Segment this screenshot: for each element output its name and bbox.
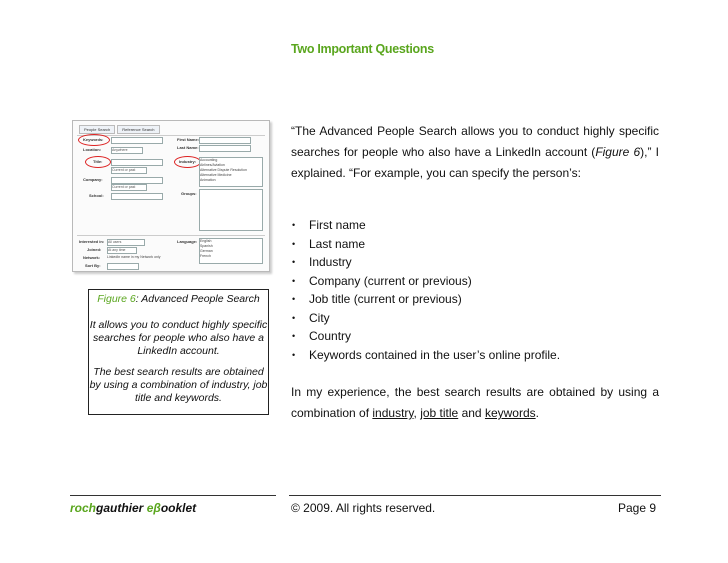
brand-beta: β	[153, 501, 161, 515]
figure-caption	[88, 289, 269, 415]
brand-e: e	[146, 501, 154, 515]
company-field	[111, 177, 163, 184]
figure-label: Figure 6	[97, 293, 136, 305]
footer-rule-right	[289, 495, 661, 496]
conclusion-text: In my experience, the best search results are obtained by using a combination of	[291, 385, 659, 420]
language-option: French	[200, 254, 211, 258]
highlight-oval-keywords	[78, 134, 110, 146]
footer-brand	[70, 501, 196, 515]
list-item: • City	[291, 309, 661, 328]
last-name-field	[199, 145, 251, 152]
conclusion-paragraph	[291, 382, 659, 424]
school-field	[111, 193, 163, 200]
list-item: • Country	[291, 327, 661, 346]
page-number: Page 9	[618, 501, 657, 515]
title-option-select: Current or past	[111, 167, 147, 174]
keywords-label: Keywords:	[83, 137, 104, 142]
location-label: Location:	[83, 147, 101, 152]
search-tabs	[79, 125, 162, 133]
caption-paragraph: The best search results are obtained by using a combination of industry, job title and keywords.	[89, 366, 268, 404]
list-item: • Job title (current or previous)	[291, 290, 661, 309]
industry-option: Alternative Dispute Resolution	[200, 168, 247, 172]
separator: ,	[413, 406, 421, 420]
keywords-link-text: keywords	[484, 406, 536, 420]
location-select: Anywhere	[111, 147, 143, 154]
groups-list	[199, 189, 263, 231]
industry-option: Accounting	[200, 158, 218, 162]
industry-link-text: industry	[372, 406, 414, 420]
list-item: • Last name	[291, 235, 661, 254]
figure-title-text: : Advanced People Search	[135, 293, 260, 305]
list-item: • Keywords contained in the user’s online profile.	[291, 346, 661, 365]
tab-people-search: People Search	[79, 125, 115, 134]
footer-rule-left	[70, 495, 276, 496]
list-item: • First name	[291, 216, 661, 235]
network-label: Network:	[83, 255, 101, 260]
brand-ooklet: ooklet	[160, 501, 197, 515]
language-option: English	[200, 239, 212, 243]
sort-by-select	[107, 263, 139, 270]
copyright-text: © 2009. All rights reserved.	[291, 501, 436, 515]
caption-paragraph: It allows you to conduct highly specific searches for people who also have a LinkedIn account.	[89, 319, 268, 357]
divider	[77, 235, 265, 236]
figure-reference: Figure 6	[595, 145, 641, 159]
first-name-label: First Name:	[177, 137, 200, 142]
company-option-select: Current or past	[111, 184, 147, 191]
separator: and	[458, 406, 485, 420]
joined-select: At any time	[107, 247, 137, 254]
groups-label: Groups:	[181, 191, 197, 196]
industry-option: Animation	[200, 178, 216, 182]
highlight-oval-industry	[174, 156, 201, 168]
brand-roch: roch	[70, 501, 97, 515]
industry-list	[199, 157, 263, 187]
figure-title	[89, 293, 268, 306]
first-name-field	[199, 137, 251, 144]
title-label: Title:	[93, 159, 103, 164]
language-option: Spanish	[200, 244, 213, 248]
joined-label: Joined:	[87, 247, 102, 252]
interested-in-select: All users	[107, 239, 145, 246]
intro-quote: “The Advanced People Search allows you to conduct highly specific searches for people who also have a LinkedIn account (	[291, 124, 659, 159]
language-list	[199, 238, 263, 264]
industry-option: Airlines/Aviation	[200, 163, 225, 167]
intro-paragraph	[291, 121, 659, 184]
company-label: Company:	[83, 177, 103, 182]
school-label: School:	[89, 193, 104, 198]
keywords-field	[111, 137, 163, 144]
criteria-list	[291, 216, 661, 364]
separator: .	[535, 406, 539, 420]
network-option: LinkedIn name in my Network only	[107, 255, 161, 259]
brand-gauthier: gauthier	[96, 501, 147, 515]
sort-by-label: Sort By:	[85, 263, 101, 268]
tab-reference-search: Reference Search	[117, 125, 159, 134]
industry-label: Industry:	[179, 159, 197, 164]
page-heading: Two Important Questions	[291, 42, 434, 56]
advanced-search-screenshot	[72, 120, 270, 272]
last-name-label: Last Name:	[177, 145, 199, 150]
industry-option: Alternative Medicine	[200, 173, 232, 177]
title-field	[111, 159, 163, 166]
language-option: German	[200, 249, 213, 253]
job-title-link-text: job title	[420, 406, 459, 420]
interested-in-label: Interested in:	[79, 239, 105, 244]
intro-rest: ),” I explained. “For example, you can specify the person’s:	[291, 145, 659, 180]
list-item: • Industry	[291, 253, 661, 272]
highlight-oval-title	[85, 156, 111, 168]
list-item: • Company (current or previous)	[291, 272, 661, 291]
language-label: Language:	[177, 239, 198, 244]
